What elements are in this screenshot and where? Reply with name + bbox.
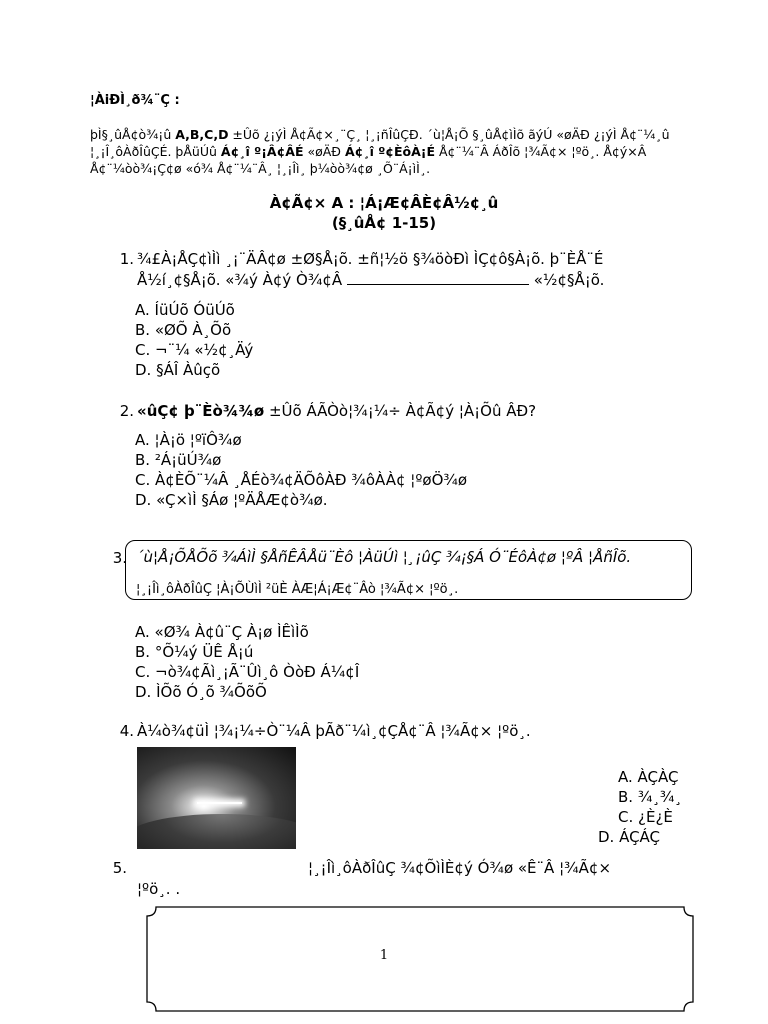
option-c[interactable]: C. ¿È¿È	[618, 808, 673, 826]
page-number: 1	[379, 948, 389, 963]
option-b[interactable]: B. °Õ¼ý ÜÊ Å¡ú	[135, 643, 254, 661]
option-b[interactable]: B. ²Á¡üÚ¾ø	[135, 451, 222, 469]
cloud-shape	[137, 814, 296, 849]
question-3-proverb-text: ´ù¦Å¡ÕÅÕõ ¾ÁìÌ §ÅñÊÂÅü¨Èô ¦ÀüÚì ¦¸¡ûÇ ¾¡§Á Ó¨ÉôÀ¢ø ¦ºÂ ¦ÅñÎõ.	[136, 548, 632, 566]
option-a[interactable]: A. ÍüÚõ ÓüÚõ	[135, 301, 235, 319]
instructions-paragraph	[90, 126, 690, 177]
option-c[interactable]: C. À¢ÈÕ¨¼Â ¸ÅÉò¾¢ÄÕôÀÐ ¾ôÀÀ¢ ¦ºøÖ¾ø	[135, 471, 468, 489]
question-3-options	[135, 622, 359, 702]
option-a[interactable]: A. ÀÇÀÇ	[618, 768, 679, 786]
section-title: À¢Ã¢× A : ¦Á¡Æ¢ÂÈ¢Â½¢¸û	[269, 194, 499, 212]
option-c[interactable]: C. ¬ò¾¢Ãì¸¡Ã¨Ûì¸ô ÒòÐ Á¼¢Î	[135, 663, 360, 681]
intro-bold-options: A,B,C,D	[175, 127, 229, 142]
option-a[interactable]: A. ¦À¡ö ¦ºïÔ¾ø	[135, 431, 242, 449]
option-d[interactable]: D. ÌÕõ Ó¸õ ¾ÕõÕ	[135, 683, 267, 701]
option-d[interactable]: D. §ÁÎ Àûçõ	[135, 361, 221, 379]
intro-text-2: ±Ûõ ¿¡ýÌ Å¢Ã¢×¸¨Ç¸ ¦¸¡ñÎûÇÐ. ´ù¦Å¡Õ §¸ûÅ¢ìÌõ ãýÚ «øÄÐ ¿¡ýÌ Å¢¨¼¸û ¦¸¡Î¸ôÀðÎûÇÉ. þÅüÚû	[90, 127, 670, 159]
option-d[interactable]: D. «Ç×ìÌ §Áø ¦ºÄÅÆ¢ò¾ø.	[135, 491, 328, 509]
question-bold-phrase: «ûÇ¢ þ¨Èò¾¾ø	[137, 402, 265, 420]
sun-glow	[197, 802, 242, 804]
question-text-line-2: ¦ºö¸. .	[137, 880, 181, 898]
instructions-heading: ¦ÀiÐÌ¸ð¾¨Ç :	[90, 93, 180, 108]
question-text-part: Å½í¸¢§Å¡õ. «¾ý À¢ý Ò¾¢Â	[137, 271, 347, 289]
section-subtitle: (§¸ûÅ¢ 1-15)	[331, 214, 437, 232]
question-number: 2.	[119, 402, 134, 420]
question-text-line: ¾£À¡ÅÇ¢ìÌì ¸¡¨ÄÂ¢ø ±Ø§Å¡õ. ±ñ¦½ö §¾öòÐì ÌÇ¢ô§À¡õ. þ¨ÈÅ¨É	[137, 250, 604, 268]
answer-blank	[347, 270, 529, 285]
question-1-options	[135, 300, 253, 380]
question-text-part: «½¢§Å¡õ.	[528, 271, 605, 289]
question-2-options	[135, 430, 467, 510]
intro-text-1: þÌ§¸ûÅ¢ò¾¡û	[90, 127, 176, 142]
question-text: À¼ò¾¢üÌ ¦¾¡¼÷Ò¨¼Â þÃð¨¼ì¸¢ÇÅ¢¨Â ¦¾Ã¢× ¦ºö¸.	[137, 722, 531, 740]
question-text: ¦¸¡Îì¸ôÀðÎûÇ ¾¢ÕìÌÈ¢ý Ó¾ø «Ê¨Â ¦¾Ã¢×	[308, 859, 612, 877]
option-c[interactable]: C. ¬¨¼ «½¢¸Äý	[135, 341, 254, 359]
question-number: 1.	[119, 250, 134, 268]
option-d[interactable]: D. ÁÇÁÇ	[598, 828, 661, 846]
section-header	[0, 193, 768, 233]
intro-text-3: «øÄÐ	[303, 144, 345, 159]
option-b[interactable]: B. ¾¸¾¸	[618, 788, 682, 806]
option-a[interactable]: A. «Ø¾ À¢û¨Ç À¡ø ÌÊìÌõ	[135, 623, 309, 641]
question-text-line-2	[137, 270, 697, 291]
intro-bold-2: Á¢¸î º¡Â¢ÂÉ	[220, 144, 304, 159]
question-number: 5.	[112, 859, 127, 877]
sky-clouds-photo	[137, 747, 296, 849]
intro-bold-3: Á¢¸î º¢ÈôÀ¡É	[344, 144, 436, 159]
option-b[interactable]: B. «ØÕ À¸Õõ	[135, 321, 232, 339]
question-number: 4.	[119, 722, 134, 740]
question-number: 3.	[112, 549, 127, 567]
question-3-instruction: ¦¸¡Îì¸ôÀðÎûÇ ¦À¡ÕÙìÌ ²üÈ ÀÆ¦Á¡Æ¢¨Âò ¦¾Ã¢× ¦ºö¸.	[136, 582, 459, 597]
intro-text-4: Å¢¨¼¨Â ÁðÎõ ¦¾Ã¢× ¦ºö¸. Å¢ý×Â Å¢¨¼òò¾¡Ç¢ø «ó¾ Å¢¨¼¨Â¸ ¦¸¡Îì¸ þ¼òò¾¢ø ¸Õ¨Á¡ìÌ¸.	[90, 144, 647, 176]
question-text: ±Ûõ ÁÃÒò¦¾¡¼÷ À¢Ã¢ý ¦À¡Õû ÂÐ?	[264, 402, 537, 420]
